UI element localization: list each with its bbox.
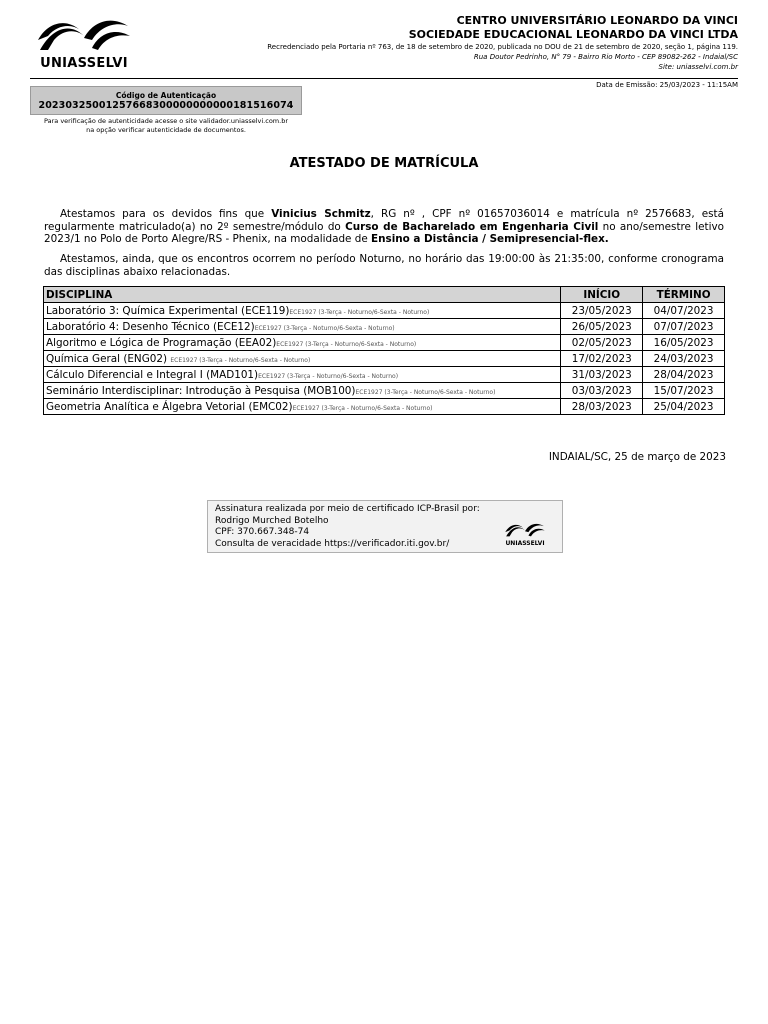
address-text: Rua Doutor Pedrinho, N° 79 - Bairro Rio Morto - CEP 89082-262 - Indaial/SC — [473, 53, 738, 61]
class-schedule: ECE1927 (3-Terça - Noturno/6-Sexta - Noturno) — [170, 356, 311, 364]
discipline-name: Seminário Interdisciplinar: Introdução à Pesquisa (MOB100) — [46, 384, 356, 397]
paragraph-text: no ano/semestre letivo 2023/1 no Polo de Porto Alegre/RS - Phenix, na modalidade de — [44, 220, 724, 245]
discipline-cell — [44, 319, 561, 335]
table-row — [44, 351, 725, 367]
discipline-name: Geometria Analítica e Álgebra Vetorial (EMC02) — [46, 400, 293, 413]
verification-url: Consulta de veracidade https://verificador.iti.gov.br/ — [215, 538, 450, 549]
table-row — [44, 399, 725, 415]
start-date: 03/03/2023 — [561, 383, 643, 399]
start-date: 31/03/2023 — [561, 367, 643, 383]
discipline-name: Laboratório 4: Desenho Técnico (ECE12) — [46, 320, 255, 333]
wings-icon — [502, 521, 548, 539]
authentication-label: Código de Autenticação — [115, 91, 217, 100]
discipline-cell — [44, 335, 561, 351]
class-schedule: ECE1927 (3-Terça - Noturno/6-Sexta - Noturno) — [258, 372, 399, 380]
start-date: 23/05/2023 — [561, 303, 643, 319]
wings-icon — [36, 14, 132, 56]
institution-header — [267, 14, 738, 72]
uniasselvi-logo — [36, 14, 132, 72]
paragraph-text: Atestamos para os devidos fins que — [60, 208, 272, 220]
table-row — [44, 303, 725, 319]
end-date: 04/07/2023 — [643, 303, 725, 319]
start-date: 02/05/2023 — [561, 335, 643, 351]
start-date: 17/02/2023 — [561, 351, 643, 367]
enrollment-paragraph — [44, 208, 724, 246]
disciplines-table — [43, 286, 725, 415]
table-row — [44, 383, 725, 399]
class-schedule: ECE1927 (3-Terça - Noturno/6-Sexta - Noturno) — [276, 340, 417, 348]
discipline-cell — [44, 383, 561, 399]
table-row — [44, 335, 725, 351]
discipline-name: Laboratório 3: Química Experimental (ECE119) — [46, 304, 290, 317]
authentication-code: 20230325001257668300000000000181516074 — [38, 100, 294, 111]
discipline-cell — [44, 351, 561, 367]
end-date: 07/07/2023 — [643, 319, 725, 335]
student-name: Vinicius Schmitz — [271, 208, 371, 220]
table-row — [44, 367, 725, 383]
end-date: 24/03/2023 — [643, 351, 725, 367]
end-date: 16/05/2023 — [643, 335, 725, 351]
signature-box — [207, 500, 563, 553]
class-schedule: ECE1927 (3-Terça - Noturno/6-Sexta - Noturno) — [289, 308, 430, 316]
end-date: 28/04/2023 — [643, 367, 725, 383]
course-name: Curso de Bacharelado em Engenharia Civil — [345, 220, 599, 233]
discipline-cell — [44, 399, 561, 415]
paragraph-text: , RG nº , CPF nº 01657036014 e matrícula nº 2576683, está regularmente matriculado(a) no 2º semestre/módulo do — [44, 208, 724, 233]
discipline-name: Cálculo Diferencial e Integral I (MAD101) — [46, 368, 259, 381]
start-header: INÍCIO — [561, 287, 643, 303]
table-header-row — [44, 287, 725, 303]
company-name: SOCIEDADE EDUCACIONAL LEONARDO DA VINCI LTDA — [408, 28, 738, 41]
accreditation-text: Recredenciado pela Portaria nº 763, de 18 de setembro de 2020, publicada no DOU de 21 de setembro de 2020, seção 1, página 119. — [267, 43, 738, 51]
discipline-header: DISCIPLINA — [44, 287, 561, 303]
authentication-box — [30, 86, 302, 115]
start-date: 28/03/2023 — [561, 399, 643, 415]
schedule-paragraph: Atestamos, ainda, que os encontros ocorrem no período Noturno, no horário das 19:00:00 às 21:35:00, conforme cronograma das disciplinas abaixo relacionadas. — [44, 253, 724, 278]
class-schedule: ECE1927 (3-Terça - Noturno/6-Sexta - Noturno) — [355, 388, 496, 396]
class-schedule: ECE1927 (3-Terça - Noturno/6-Sexta - Noturno) — [254, 324, 395, 332]
discipline-name: Algoritmo e Lógica de Programação (EEA02) — [46, 336, 277, 349]
start-date: 26/05/2023 — [561, 319, 643, 335]
logo-text: UNIASSELVI — [505, 540, 545, 547]
logo-text: UNIASSELVI — [40, 56, 128, 71]
site-text: Site: uniasselvi.com.br — [658, 63, 738, 71]
modality-name: Ensino a Distância / Semipresencial-flex. — [371, 233, 609, 245]
signer-name: Rodrigo Murched Botelho — [215, 515, 329, 526]
end-header: TÉRMINO — [643, 287, 725, 303]
signature-logo — [502, 521, 548, 549]
class-schedule: ECE1927 (3-Terça - Noturno/6-Sexta - Noturno) — [292, 404, 433, 412]
institution-name: CENTRO UNIVERSITÁRIO LEONARDO DA VINCI — [456, 14, 738, 27]
discipline-cell — [44, 367, 561, 383]
authentication-note: Para verificação de autenticidade acesse o site validador.uniasselvi.com.br na opção verificar autenticidade de documentos. — [43, 117, 288, 134]
signer-cpf: CPF: 370.667.348-74 — [215, 527, 310, 537]
document-title: ATESTADO DE MATRÍCULA — [289, 156, 479, 171]
place-date: INDAIAL/SC, 25 de março de 2023 — [548, 451, 726, 463]
discipline-cell — [44, 303, 561, 319]
discipline-name: Química Geral (ENG02) — [46, 352, 171, 365]
end-date: 25/04/2023 — [643, 399, 725, 415]
table-row — [44, 319, 725, 335]
end-date: 15/07/2023 — [643, 383, 725, 399]
signature-line: Assinatura realizada por meio de certificado ICP-Brasil por: — [215, 504, 480, 514]
emission-date: Data de Emissão: 25/03/2023 - 11:15AM — [596, 81, 738, 89]
header-divider — [30, 78, 738, 79]
